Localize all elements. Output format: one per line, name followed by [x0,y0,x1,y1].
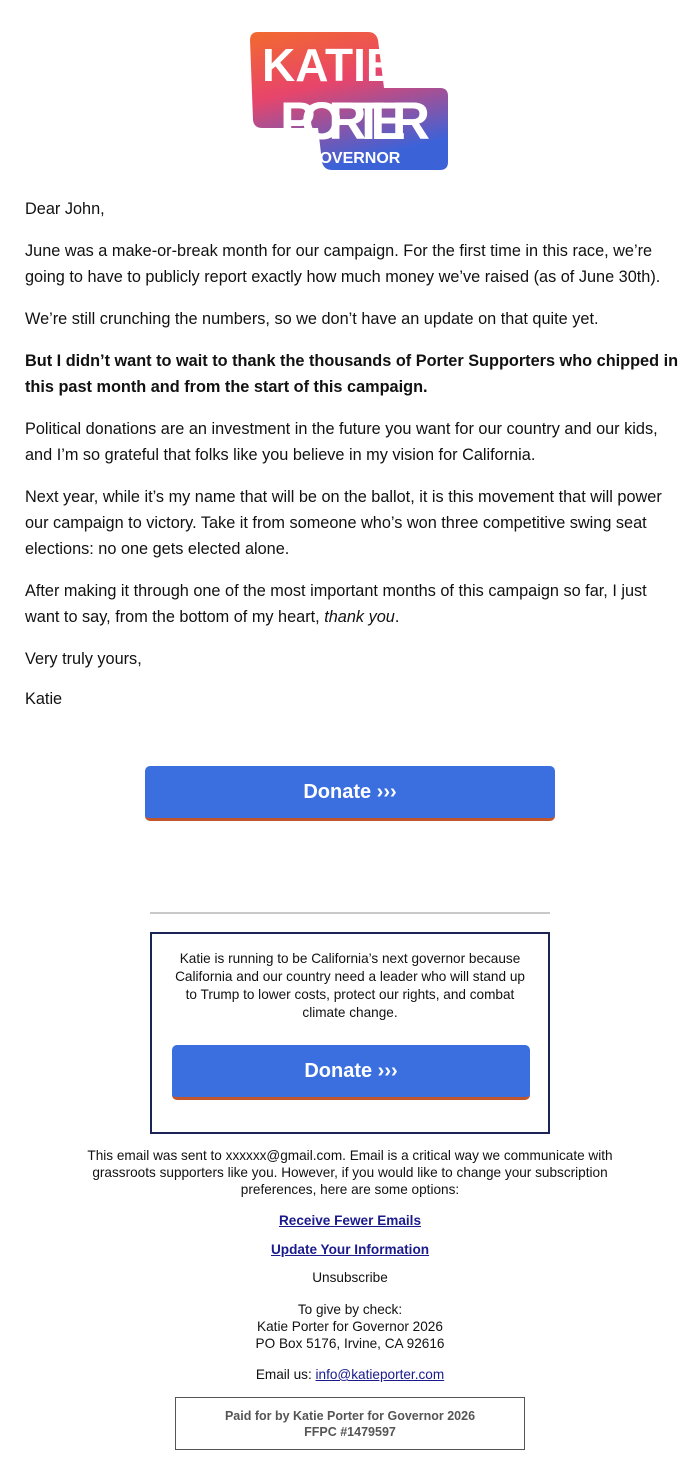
info-box-text: Katie is running to be California’s next governor because California and our country need a leader who will stand up to Trump to lower costs, protect our rights, and combat climate change. [175,951,525,1020]
paragraph-5: Next year, while it’s my name that will be on the ballot, it is this movement that will power our campaign to victory. Take it from someone who’s won three competitive swing seat elections: no one gets elected alone. [25,488,662,558]
paragraph-6-end: . [394,608,400,626]
divider [150,912,550,914]
email-label: Email us: [255,1367,316,1382]
update-information-link[interactable]: Update Your Information [270,1242,430,1257]
donate-button[interactable]: Donate ››› [145,766,555,821]
closing: Very truly yours, [25,650,142,668]
letter-body [25,196,680,726]
paid-for-disclaimer [175,1397,525,1450]
receive-fewer-emails-link[interactable]: Receive Fewer Emails [278,1213,422,1228]
greeting: Dear John, [25,200,105,218]
info-box-donate-button[interactable]: Donate ››› [172,1045,530,1100]
logo-text-governor: GOVERNOR [307,150,401,167]
ffpc-number: FFPC #1479597 [304,1425,396,1439]
footer [70,1147,630,1382]
paragraph-6-text: After making it through one of the most important months of this campaign so far, I just want to say, from the bottom of my heart, [25,582,647,626]
paragraph-4: Political donations are an investment in the future you want for our country and our kids, and I’m so grateful that folks like you believe in my vision for California. [25,420,658,464]
email-us-line [70,1366,630,1383]
logo-text-katie: KATIE [262,39,397,91]
paragraph-6 [25,578,680,630]
check-name: Katie Porter for Governor 2026 [257,1319,443,1334]
paid-for-line: Paid for by Katie Porter for Governor 2026 [224,1409,476,1423]
paragraph-2: We’re still crunching the numbers, so we don’t have an update on that quite yet. [25,310,599,328]
logo-text-porter: PORTER [280,92,430,151]
signature: Katie [25,690,63,708]
email-link[interactable]: info@katieporter.com [315,1367,445,1382]
unsubscribe-link[interactable]: Unsubscribe [312,1270,388,1285]
info-box [150,932,550,1134]
logo-graphic [250,32,452,170]
check-address-block [70,1301,630,1352]
paragraph-1: June was a make-or-break month for our campaign. For the first time in this race, we’re going to have to publicly report exactly how much money we’ve raised (as of June 30th). [25,242,661,286]
logo-text-for: FOR [281,152,305,164]
paragraph-3-bold: But I didn’t want to wait to thank the thousands of Porter Supporters who chipped in this past month and from the start of this campaign. [25,352,679,396]
campaign-logo [250,32,452,170]
check-address: PO Box 5176, Irvine, CA 92616 [255,1336,445,1351]
thank-you-italic: thank you [324,608,395,626]
footer-note: This email was sent to xxxxxx@gmail.com. Email is a critical way we communicate with grassroots supporters like you. However, if you would like to change your subscription preferences, here are some options: [87,1148,613,1197]
check-title: To give by check: [297,1302,403,1317]
